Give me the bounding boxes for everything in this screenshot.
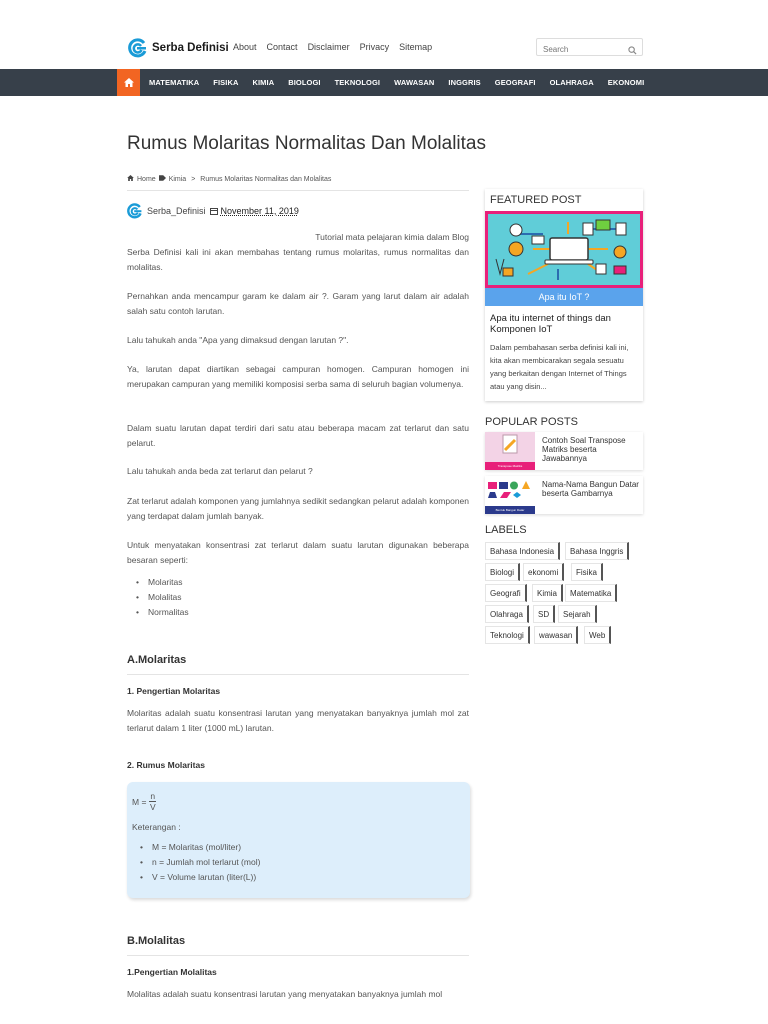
paragraph: Lalu tahukah anda beda zat terlarut dan pelarut ? [127, 466, 313, 476]
subsection-heading: 1.Pengertian Molalitas [127, 967, 217, 977]
paragraph: Dalam suatu larutan dapat terdiri dari satu atau beberapa macam zat terlarut dan satu pelarut. [127, 423, 469, 448]
home-icon [124, 74, 134, 92]
nav-items [149, 69, 658, 96]
popular-heading: POPULAR POSTS [485, 416, 578, 428]
label-teknologi[interactable]: Teknologi [485, 626, 530, 644]
site-name: Serba Definisi [152, 42, 229, 54]
list-item: • n = Jumlah mol terlarut (mol) [140, 855, 260, 870]
post-title[interactable]: Nama-Nama Bangun Datar beserta Gambarnya [542, 480, 639, 498]
breadcrumb-category[interactable]: Kimia [168, 175, 187, 183]
breadcrumb-home[interactable]: Home [137, 175, 156, 183]
post-thumbnail[interactable] [485, 476, 535, 514]
divider [127, 190, 469, 191]
label-fisika[interactable]: Fisika [571, 563, 603, 581]
formula-box [127, 782, 470, 898]
formula-denominator: V [149, 802, 156, 812]
paragraph: Molalitas adalah suatu konsentrasi larutan yang menyatakan banyaknya jumlah mol [127, 989, 443, 999]
article-body [127, 230, 469, 610]
label-olahraga[interactable]: Olahraga [485, 605, 529, 623]
link-privacy[interactable]: Privacy [359, 42, 390, 52]
label-web[interactable]: Web [584, 626, 611, 644]
nav-item-fisika[interactable]: FISIKA [213, 78, 239, 87]
list-item: • Molaritas [136, 575, 189, 590]
link-disclaimer[interactable]: Disclaimer [307, 42, 350, 52]
nav-item-biologi[interactable]: BIOLOGI [288, 78, 321, 87]
breadcrumb-separator: > [191, 175, 196, 183]
label-matematika[interactable]: Matematika [565, 584, 617, 602]
paragraph: Zat terlarut adalah komponen yang jumlahnya sedikit sedangkan pelarut adalah komponen yang terdapat dalam jumlah banyak. [127, 496, 469, 521]
label-kimia[interactable]: Kimia [532, 584, 563, 602]
label-geografi[interactable]: Geografi [485, 584, 527, 602]
page-title: Rumus Molaritas Normalitas Dan Molalitas [127, 133, 486, 154]
formula-lhs: M = [132, 796, 147, 807]
concentration-list [136, 575, 189, 620]
paragraph: Molaritas adalah suatu konsentrasi larutan yang menyatakan banyaknya jumlah mol zat terlarut dalam 1 liter (1000 mL) larutan. [127, 708, 469, 733]
top-links [233, 42, 442, 52]
search-box [536, 38, 643, 56]
paragraph: Tutorial mata pelajaran kimia dalam Blog [315, 232, 469, 242]
nav-item-wawasan[interactable]: WAWASAN [394, 78, 435, 87]
main-nav [0, 69, 768, 96]
nav-item-inggris[interactable]: INGGRIS [448, 78, 481, 87]
formula-legend [140, 840, 260, 885]
post-date[interactable]: November 11, 2019 [220, 206, 299, 216]
breadcrumb-current: Rumus Molaritas Normalitas dan Molalitas [200, 175, 332, 183]
list-item: • M = Molaritas (mol/liter) [140, 840, 260, 855]
popular-post[interactable] [485, 432, 643, 470]
nav-item-geografi[interactable]: GEOGRAFI [494, 78, 536, 87]
nav-item-kimia[interactable]: KIMIA [252, 78, 275, 87]
label-ekonomi[interactable]: ekonomi [523, 563, 564, 581]
link-sitemap[interactable]: Sitemap [399, 42, 433, 52]
paragraph: Untuk menyatakan konsentrasi zat terlarut dalam suatu larutan digunakan beberapa besaran seperti: [127, 540, 469, 565]
formula-fraction [149, 791, 156, 812]
article-text [127, 987, 469, 1002]
thumb-label: Transpose Matriks [497, 464, 523, 468]
tag-icon [159, 175, 166, 183]
paragraph: Pernahkan anda mencampur garam ke dalam air ?. Garam yang larut dalam air adalah salah satu contoh larutan. [127, 291, 469, 316]
search-icon[interactable] [628, 42, 637, 60]
featured-image[interactable] [485, 211, 643, 288]
site-logo[interactable] [128, 37, 229, 59]
featured-title[interactable]: Apa itu internet of things dan Komponen IoT [490, 313, 611, 335]
author-avatar [127, 203, 143, 219]
logo-icon [128, 38, 148, 58]
link-about[interactable]: About [233, 42, 257, 52]
label-biologi[interactable]: Biologi [485, 563, 520, 581]
post-title[interactable]: Contoh Soal Transpose Matriks beserta Jawabannya [542, 436, 626, 463]
thumb-label: Bentuk Bangun Datar [495, 508, 525, 512]
list-item: • Normalitas [136, 605, 189, 620]
label-bahasa-inggris[interactable]: Bahasa Inggris [565, 542, 629, 560]
paragraph: Ya, larutan dapat diartikan sebagai campuran homogen. Campuran homogen ini merupakan campuran yang memiliki komposisi serba sama di seluruh bagian volumenya. [127, 364, 469, 389]
breadcrumb [127, 175, 331, 183]
home-icon [127, 175, 134, 183]
label-sejarah[interactable]: Sejarah [558, 605, 597, 623]
post-author[interactable]: Serba_Definisi [147, 206, 206, 216]
label-wawasan[interactable]: wawasan [534, 626, 578, 644]
divider [127, 955, 469, 956]
formula [132, 791, 156, 812]
section-heading: B.Molalitas [127, 935, 186, 947]
search-input[interactable] [537, 42, 625, 57]
popular-post[interactable] [485, 476, 643, 514]
label-sd[interactable]: SD [533, 605, 555, 623]
featured-caption[interactable]: Apa itu IoT ? [485, 288, 643, 306]
divider [127, 674, 469, 675]
nav-item-ekonomi[interactable]: EKONOMI [607, 78, 645, 87]
formula-numerator: n [150, 791, 156, 801]
featured-excerpt: Dalam pembahasan serba definisi kali ini, kita akan membicarakan segala sesuatu yang berkaitan dengan Internet of Things atau yang disin... [490, 343, 629, 391]
list-item: • V = Volume larutan (liter(L)) [140, 870, 260, 885]
subsection-heading: 1. Pengertian Molaritas [127, 686, 221, 696]
subsection-heading: 2. Rumus Molaritas [127, 760, 205, 770]
paragraph: Lalu tahukah anda "Apa yang dimaksud dengan larutan ?". [127, 335, 349, 345]
link-contact[interactable]: Contact [266, 42, 298, 52]
formula-note: Keterangan : [132, 822, 181, 832]
iot-illustration [488, 214, 640, 285]
nav-item-matematika[interactable]: MATEMATIKA [149, 78, 200, 87]
list-item: • Molalitas [136, 590, 189, 605]
post-meta [127, 203, 299, 219]
labels-heading: LABELS [485, 524, 527, 536]
section-heading: A.Molaritas [127, 654, 187, 666]
featured-post[interactable] [485, 189, 643, 401]
label-bahasa-indonesia[interactable]: Bahasa Indonesia [485, 542, 560, 560]
top-header [0, 0, 768, 68]
post-thumbnail[interactable] [485, 432, 535, 470]
nav-item-teknologi[interactable]: TEKNOLOGI [334, 78, 381, 87]
paragraph: Serba Definisi kali ini akan membahas tentang rumus molaritas, rumus normalitas dan molalitas. [127, 247, 469, 272]
article-text [127, 706, 469, 738]
calendar-icon [210, 207, 218, 215]
featured-heading: FEATURED POST [490, 194, 582, 206]
home-button[interactable] [117, 69, 140, 96]
nav-item-olahraga[interactable]: OLAHRAGA [549, 78, 594, 87]
